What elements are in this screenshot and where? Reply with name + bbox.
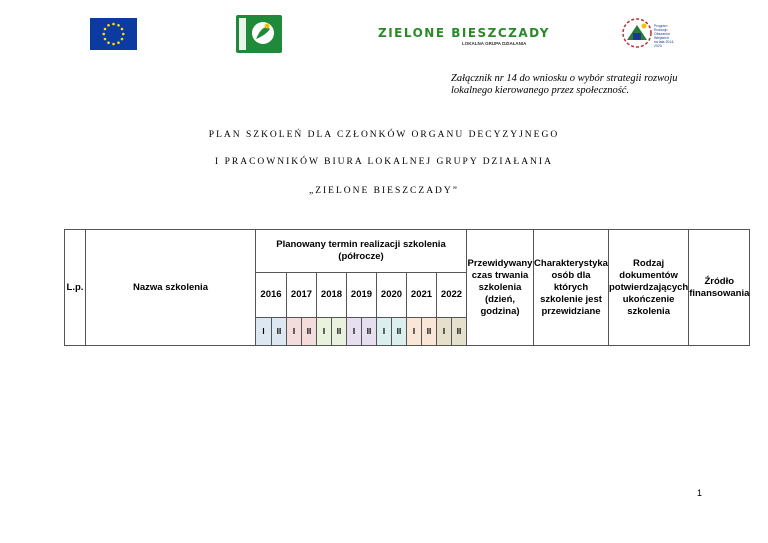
annex-note — [451, 73, 678, 97]
annex-line-1: Załącznik nr 14 do wniosku o wybór strategii rozwoju — [451, 73, 678, 84]
year-cell: 2021 — [407, 273, 437, 318]
half-year-cell: I — [347, 318, 362, 346]
header-planned-term: Planowany termin realizacji szkolenia (półrocze) — [256, 230, 467, 273]
year-cell: 2016 — [256, 273, 287, 318]
page-number: 1 — [697, 488, 703, 498]
title-line-3: „ZIELONE BIESZCZADY” — [308, 186, 459, 196]
header-documents: Rodzaj dokumentów potwierdzających ukończenie szkolenia — [609, 230, 689, 346]
half-year-cell: I — [437, 318, 452, 346]
training-plan-table — [64, 229, 750, 346]
half-year-cell: II — [362, 318, 377, 346]
header-target-group: Charakterystyka osób dla których szkolenie jest przewidziane — [534, 230, 609, 346]
half-year-cell: II — [392, 318, 407, 346]
half-year-cell: I — [377, 318, 392, 346]
logo-title: ZIELONE BIESZCZADY — [378, 26, 550, 40]
zielone-bieszczady-logo — [378, 26, 550, 50]
year-cell: 2018 — [317, 273, 347, 318]
title-line-1: PLAN SZKOLEŃ DLA CZŁONKÓW ORGANU DECYZYJNEGO — [208, 130, 560, 140]
half-year-cell: I — [256, 318, 272, 346]
year-cell: 2017 — [287, 273, 317, 318]
year-cell: 2020 — [377, 273, 407, 318]
header-lp: L.p. — [65, 230, 86, 346]
half-year-cell: II — [332, 318, 347, 346]
year-cell: 2019 — [347, 273, 377, 318]
eu-flag-logo — [90, 18, 137, 50]
leader-logo — [236, 15, 282, 53]
half-year-cell: I — [287, 318, 302, 346]
header-duration: Przewidywany czas trwania szkolenia (dzień, godzina) — [467, 230, 534, 346]
prow-logo — [620, 16, 682, 50]
header-funding-source: Źródło finansowania — [689, 230, 750, 346]
half-year-cell: I — [407, 318, 422, 346]
prow-text: Program Rozwoju Obszarów Wiejskich na lata 2014-2020 — [654, 24, 675, 48]
half-year-cell: II — [452, 318, 467, 346]
header-training-name: Nazwa szkolenia — [86, 230, 256, 346]
year-cell: 2022 — [437, 273, 467, 318]
half-year-cell: II — [422, 318, 437, 346]
annex-line-2: lokalnego kierowanego przez społeczność. — [451, 85, 630, 96]
half-year-cell: II — [272, 318, 287, 346]
logo-subtitle: LOKALNA GRUPA DZIAŁANIA — [462, 41, 527, 46]
half-year-cell: I — [317, 318, 332, 346]
half-year-cell: II — [302, 318, 317, 346]
title-line-2: I PRACOWNIKÓW BIURA LOKALNEJ GRUPY DZIAŁANIA — [215, 157, 553, 167]
